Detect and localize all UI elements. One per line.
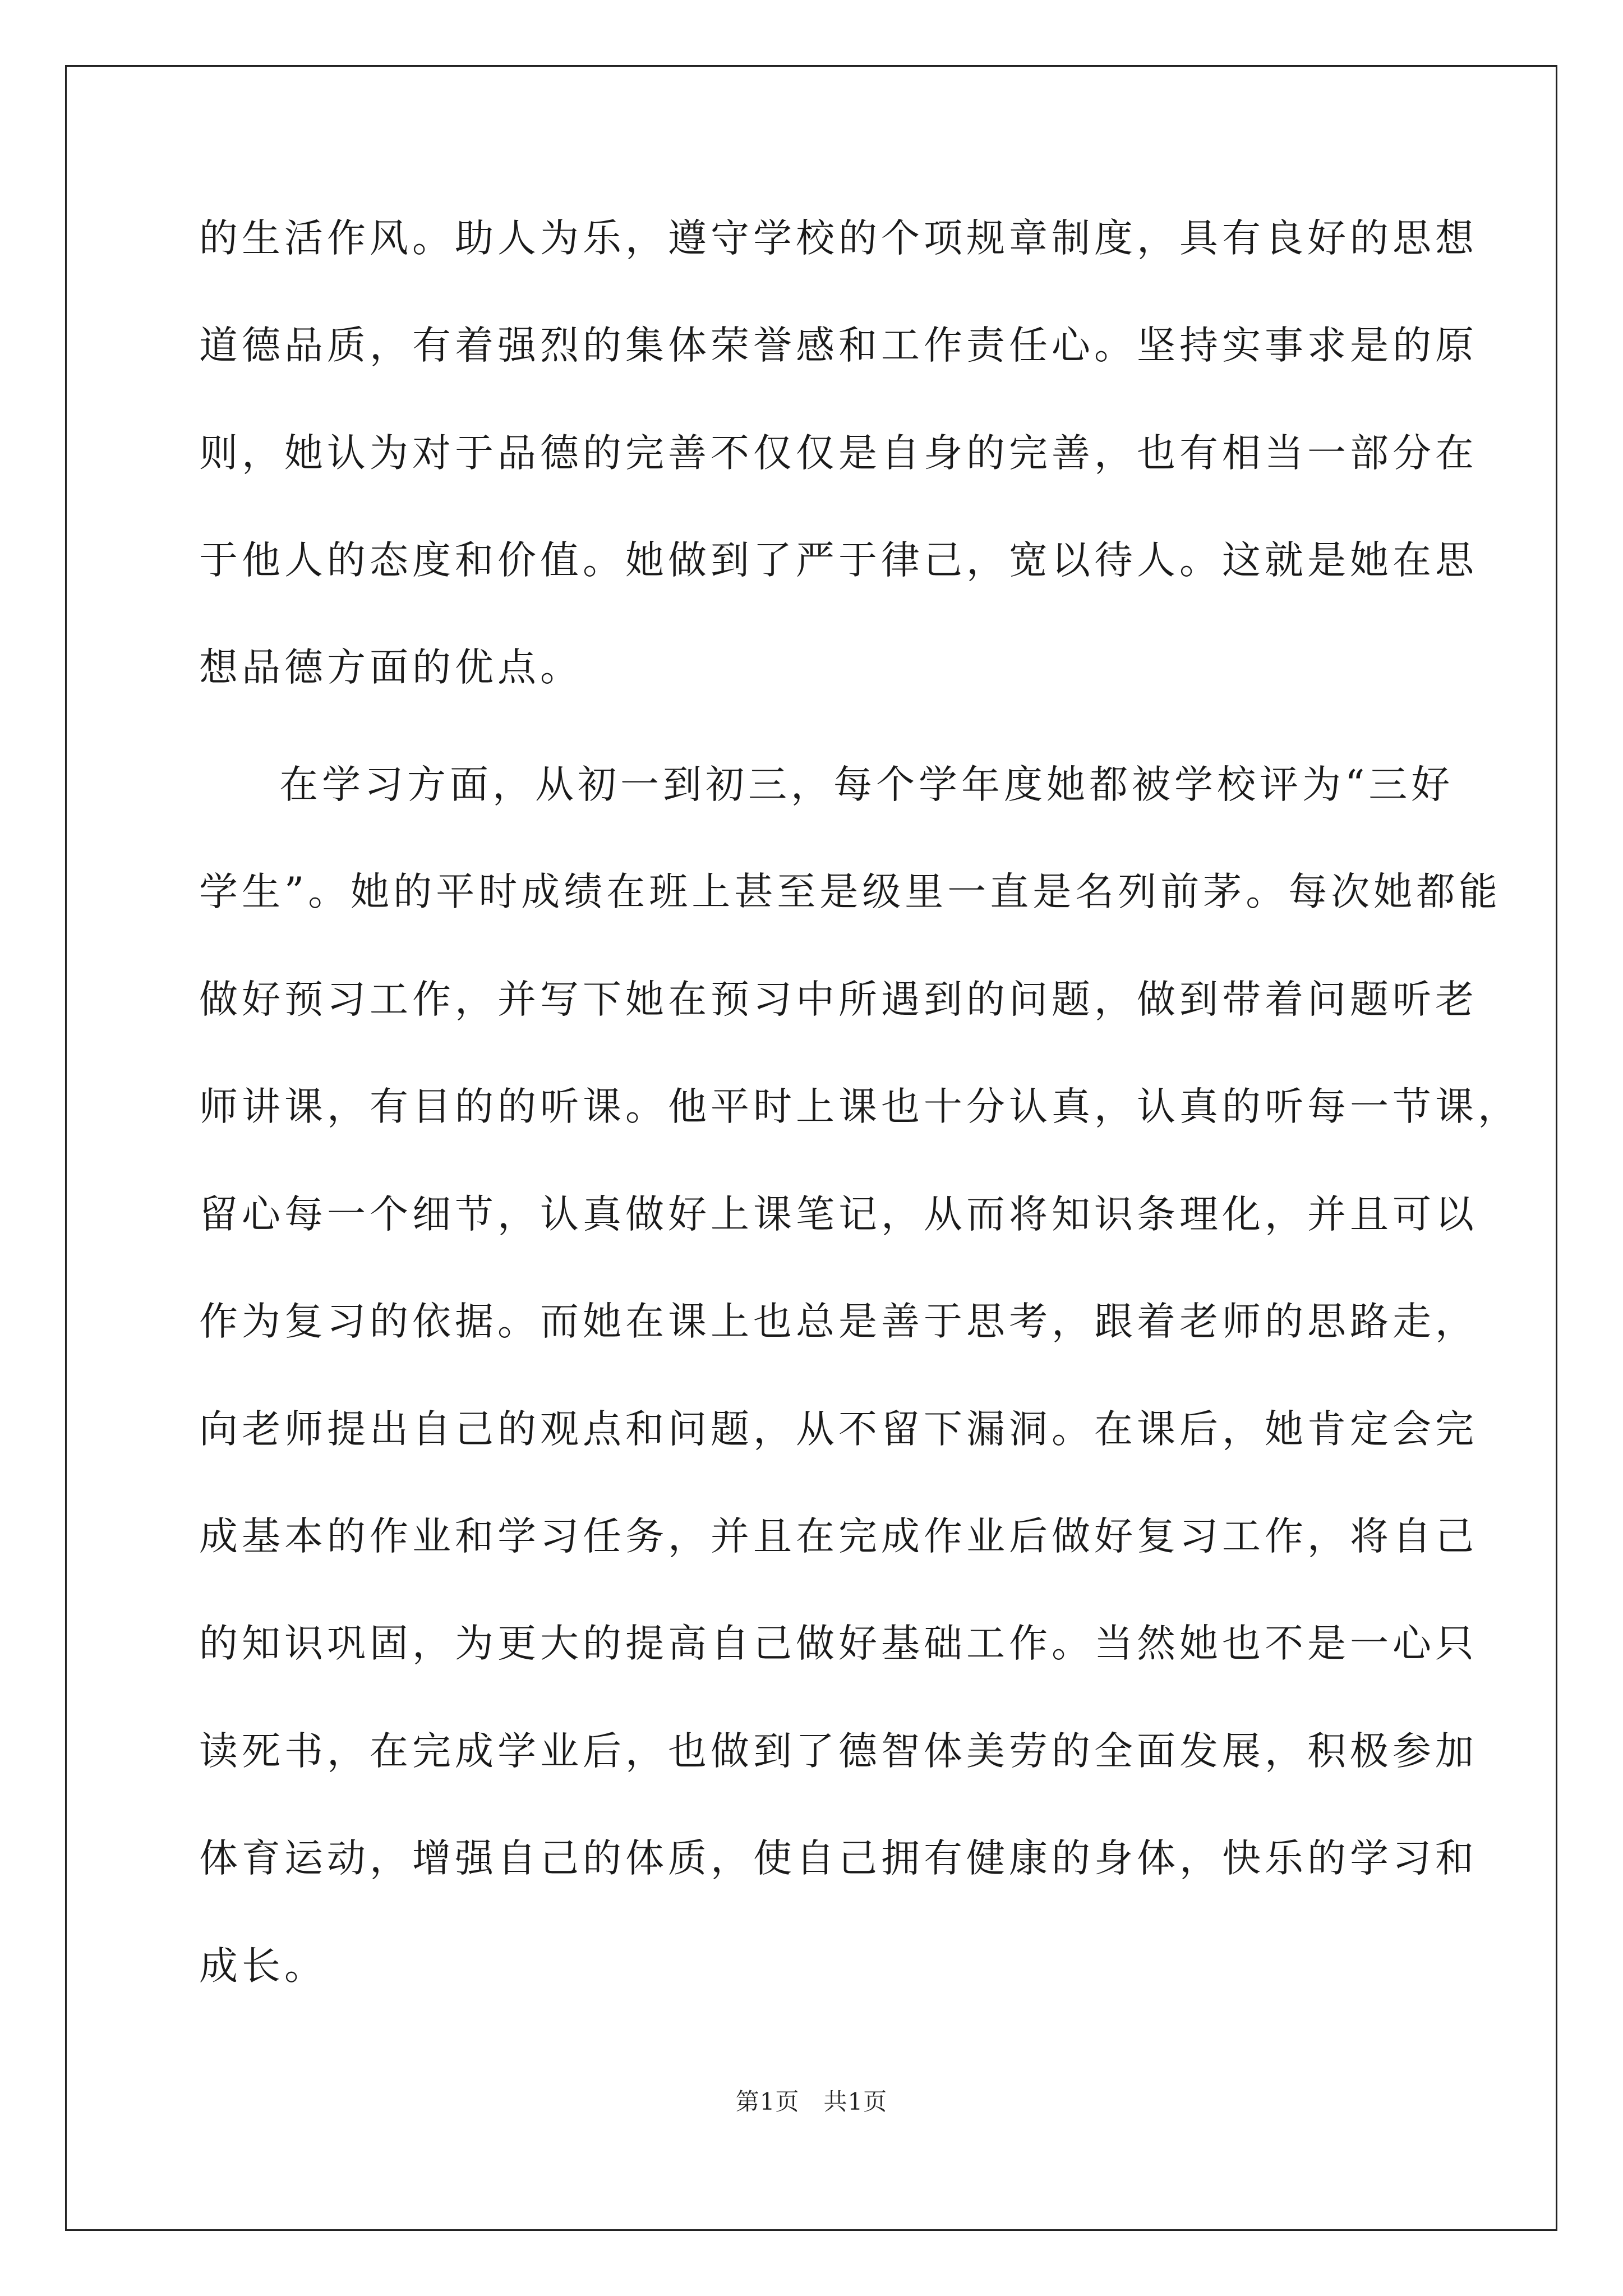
paragraph-line: 读死书，在完成学业后，也做到了德智体美劳的全面发展，积极参加 xyxy=(199,1729,1478,1774)
paragraph-line: 的知识巩固，为更大的提高自己做好基础工作。当然她也不是一心只 xyxy=(199,1621,1478,1666)
page-number-footer: 第1页 共1页 xyxy=(735,2088,888,2115)
paragraph-line: 师讲课，有目的的听课。他平时上课也十分认真，认真的听每一节课， xyxy=(199,1084,1520,1129)
paragraph-line: 做好预习工作，并写下她在预习中所遇到的问题，做到带着问题听老 xyxy=(199,977,1478,1022)
page-border xyxy=(65,65,1557,2231)
paragraph-line: 作为复习的依据。而她在课上也总是善于思考，跟着老师的思路走， xyxy=(199,1299,1478,1344)
paragraph-line: 成长。 xyxy=(199,1944,327,1989)
paragraph-line: 于他人的态度和价值。她做到了严于律己，宽以待人。这就是她在思 xyxy=(199,538,1478,583)
paragraph-line: 在学习方面，从初一到初三，每个学年度她都被学校评为“三好 xyxy=(279,762,1454,807)
paragraph-line: 成基本的作业和学习任务，并且在完成作业后做好复习工作，将自己 xyxy=(199,1514,1478,1559)
paragraph-line: 想品德方面的优点。 xyxy=(199,645,583,690)
paragraph-line: 道德品质，有着强烈的集体荣誉感和工作责任心。坚持实事求是的原 xyxy=(199,323,1478,368)
paragraph-line: 的生活作风。助人为乐，遵守学校的个项规章制度，具有良好的思想 xyxy=(199,216,1478,261)
paragraph-line: 则，她认为对于品德的完善不仅仅是自身的完善，也有相当一部分在 xyxy=(199,431,1478,476)
paragraph-line: 体育运动，增强自己的体质，使自己拥有健康的身体，快乐的学习和 xyxy=(199,1836,1478,1881)
paragraph-line: 留心每一个细节，认真做好上课笔记，从而将知识条理化，并且可以 xyxy=(199,1192,1478,1237)
paragraph-line: 学生”。她的平时成绩在班上甚至是级里一直是名列前茅。每次她都能 xyxy=(199,869,1502,914)
paragraph-line: 向老师提出自己的观点和问题，从不留下漏洞。在课后，她肯定会完 xyxy=(199,1407,1478,1452)
